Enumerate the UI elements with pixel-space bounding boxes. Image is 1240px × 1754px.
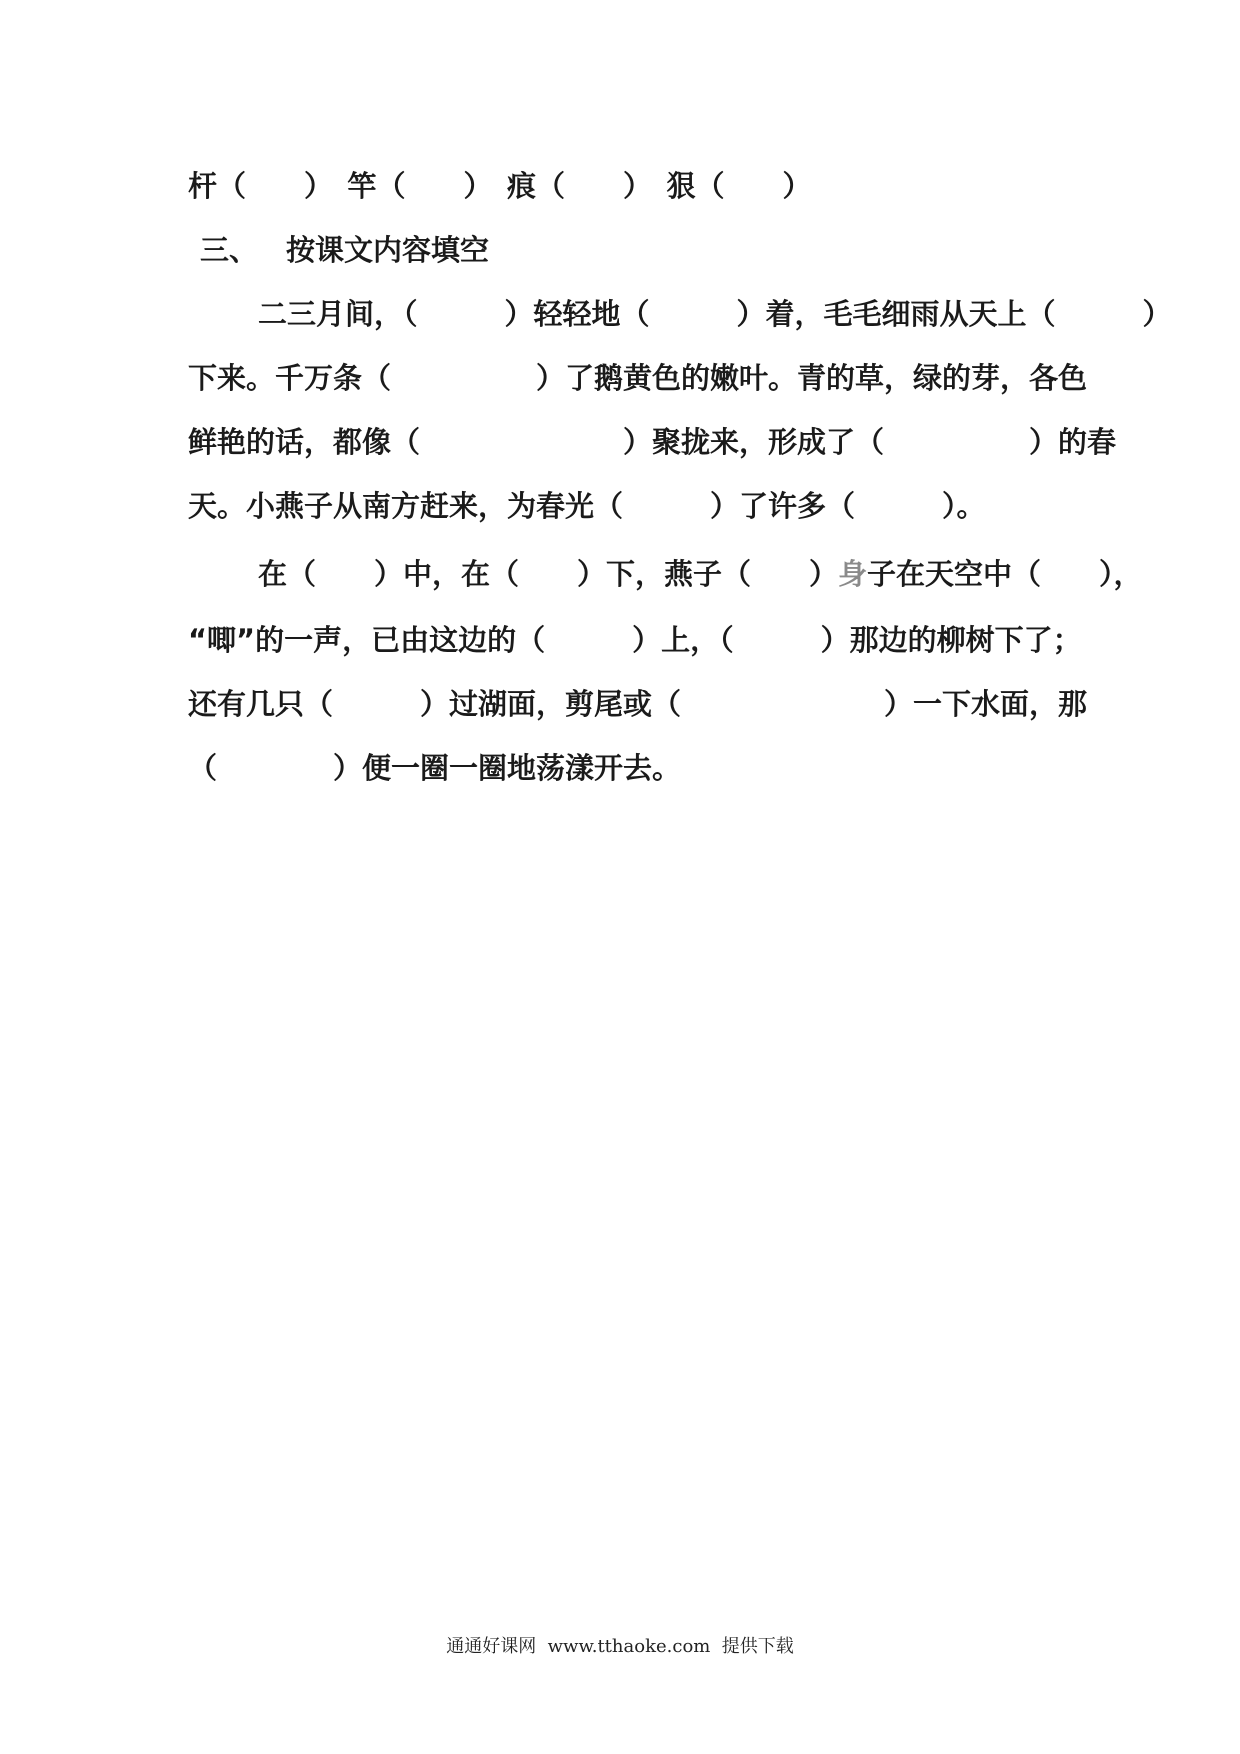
character-fill-row: 杆（ ） 竿（ ） 痕（ ） 狠（ ） [188,169,812,203]
paragraph2-gray-char: 身 [838,557,868,591]
paragraph1-line1: 二三月间，（ ）轻轻地（ ）着，毛毛细雨从天上（ ） [258,297,1172,331]
paragraph2-line1 [258,554,1143,594]
paragraph2-line1-end: 子在天空中（ ）， [867,557,1143,591]
footer-source-note: 通通好课网 www.tthaoke.com 提供下载 [446,1636,794,1657]
paragraph2-line3: 还有几只（ ）过湖面，剪尾或（ ）一下水面，那 [188,687,1088,721]
paragraph2-line2: “唧”的一声，已由这边的（ ）上，（ ）那边的柳树下了； [188,623,1082,657]
paragraph1-line4: 天。小燕子从南方赶来，为春光（ ）了许多（ ）。 [188,489,986,523]
paragraph1-line3: 鲜艳的话，都像（ ）聚拢来，形成了（ ）的春 [188,425,1117,459]
section-heading [200,230,489,270]
section-title: 按课文内容填空 [286,233,490,267]
section-number: 三、 [200,233,259,267]
paragraph2-line1-start: 在（ ）中，在（ ）下，燕子（ ） [258,557,839,591]
paragraph2-line4: （ ）便一圈一圈地荡漾开去。 [188,751,682,785]
paragraph1-line2: 下来。千万条（ ）了鹅黄色的嫩叶。青的草，绿的芽，各色 [188,361,1088,395]
